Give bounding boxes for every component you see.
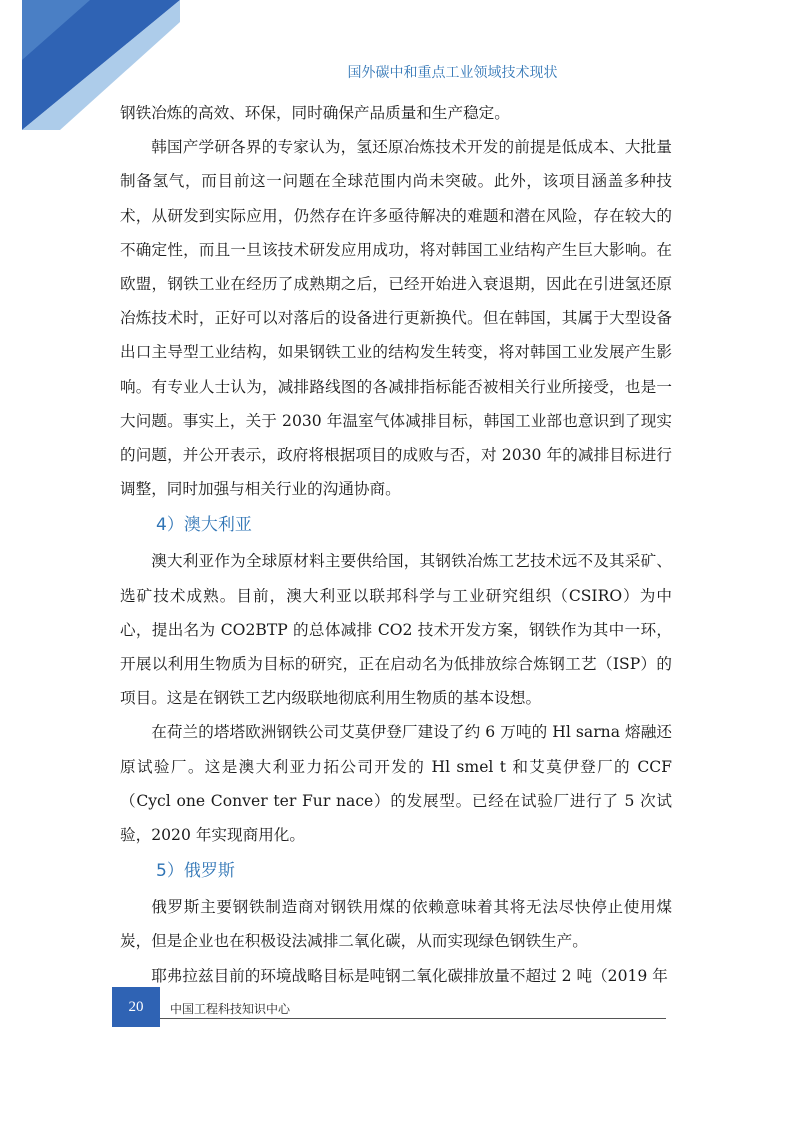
running-header: 国外碳中和重点工业领域技术现状 <box>347 65 558 81</box>
footer-org: 中国工程科技知识中心 <box>170 1002 291 1016</box>
paragraph: 耶弗拉兹目前的环境战略目标是吨钢二氧化碳排放量不超过 2 吨（2019 年 <box>151 966 668 985</box>
footer-divider <box>160 1018 666 1019</box>
paragraph: 韩国产学研各界的专家认为，氢还原冶炼技术开发的前提是低成本、大批量制备氢气，而目前这一问题在全球范围内尚未突破。此外，该项目涵盖多种技术，从研发到实际应用，仍然存在许多亟待解决的难题和潜在风险，存在较大的不确定性，而且一旦该技术研发应用成功，将对韩国工业结构产生巨大影响。在欧盟，钢铁工业在经历了成熟期之后，已经开始进入衰退期，因此在引进氢还原冶炼技术时，正好可以对落后的设备进行更新换代。但在韩国，其属于大型设备出口主导型工业结构，如果钢铁工业的结构发生转变，将对韩国工业发展产生影响。有专业人士认为，减排路线图的各减排指标能否被相关行业所接受，也是一大问题。事实上，关于 2030 年温室气体减排目标，韩国工业部也意识到了现实的问题，并公开表示，政府将根据项目的成败与否，对 2030 年的减排目标进行调整，同时加强与相关行业的沟通协商。 <box>120 138 672 499</box>
body-text <box>120 96 672 993</box>
paragraph: 在荷兰的塔塔欧洲钢铁公司艾莫伊登厂建设了约 6 万吨的 Hl sarna 熔融还原试验厂。这是澳大利亚力拓公司开发的 Hl smel t 和艾莫伊登厂的 CCF（Cycl one Conver ter Fur nace）的发展型。已经在试验厂进行了 5 次试验，2020 年实现商用化。 <box>120 723 672 845</box>
paragraph: 钢铁冶炼的高效、环保，同时确保产品质量和生产稳定。 <box>120 104 510 122</box>
section-heading-australia: 4）澳大利亚 <box>156 515 252 536</box>
page-number: 20 <box>112 987 160 1027</box>
paragraph: 澳大利亚作为全球原材料主要供给国，其钢铁冶炼工艺技术远不及其采矿、选矿技术成熟。目前，澳大利亚以联邦科学与工业研究组织（CSIRO）为中心，提出名为 CO2BTP 的总体减排 CO2 技术开发方案，钢铁作为其中一环，开展以利用生物质为目标的研究，正在启动名为低排放综合炼钢工艺（ISP）的项目。这是在钢铁工艺内级联地彻底利用生物质的基本设想。 <box>120 552 672 708</box>
section-heading-russia: 5）俄罗斯 <box>156 861 235 882</box>
paragraph: 俄罗斯主要钢铁制造商对钢铁用煤的依赖意味着其将无法尽快停止使用煤炭，但是企业也在积极设法减排二氧化碳，从而实现绿色钢铁生产。 <box>120 898 672 951</box>
